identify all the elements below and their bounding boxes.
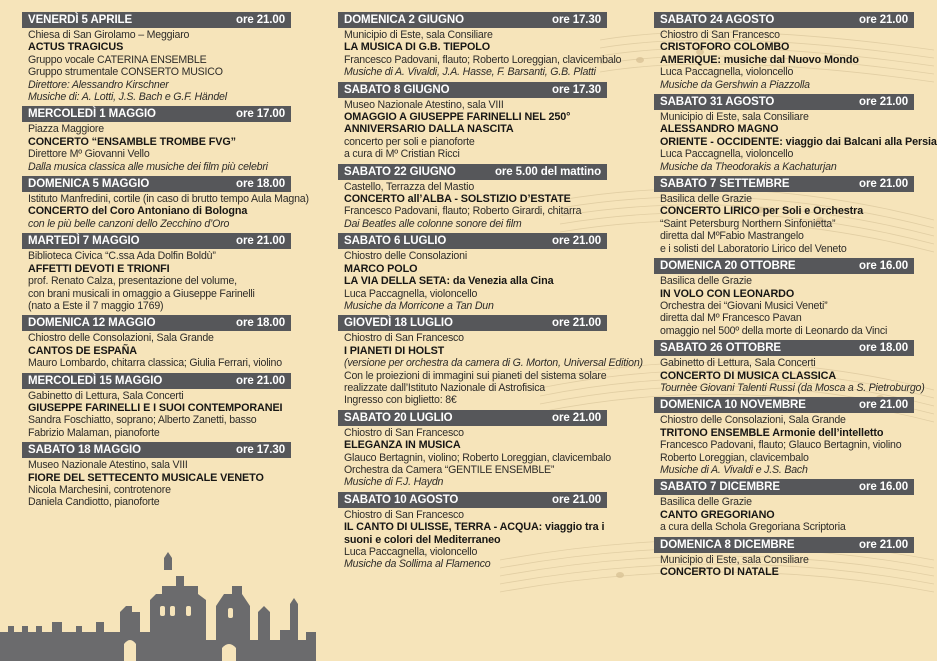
event-detail-line: diretta dal MºFabio Mastrangelo xyxy=(660,230,804,243)
event-time: ore 16.00 xyxy=(859,260,908,273)
event-title-line: LA VIA DELLA SETA: da Venezia alla Cina xyxy=(344,275,554,288)
event-detail-line: e i solisti del Laboratorio Lirico del Veneto xyxy=(660,242,847,255)
event-header xyxy=(654,340,914,356)
event-date: SABATO 31 AGOSTO xyxy=(660,96,775,109)
event-detail-line: Luca Paccagnella, violoncello xyxy=(344,287,478,300)
event-details xyxy=(654,495,914,533)
event-time: ore 21.00 xyxy=(552,235,601,248)
event-details xyxy=(654,192,914,255)
event-time: ore 21.00 xyxy=(859,399,908,412)
event-time: ore 18.00 xyxy=(236,178,285,191)
event-title-line: CONCERTO DI NATALE xyxy=(660,566,779,578)
event-date: SABATO 24 AGOSTO xyxy=(660,14,775,26)
event-block xyxy=(654,258,914,337)
event-detail-line: Mauro Lombardo, chitarra classica; Giulia Ferrari, violino xyxy=(28,357,282,370)
event-block xyxy=(22,373,291,440)
event-date: DOMENICA 2 GIUGNO xyxy=(344,14,464,26)
event-detail-line: Piazza Maggiore xyxy=(28,123,104,136)
event-detail-line: Tournèe Giovani Talenti Russi (da Mosca a S. Pietroburgo) xyxy=(660,381,925,394)
event-title-line: IN VOLO CON LEONARDO xyxy=(660,287,795,300)
event-title-line: GIUSEPPE FARINELLI E I SUOI CONTEMPORANEI xyxy=(28,401,283,414)
event-date: SABATO 7 DICEMBRE xyxy=(660,481,780,494)
event-title-line: CONCERTO del Coro Antoniano di Bologna xyxy=(28,205,248,218)
event-header xyxy=(22,315,291,331)
event-block xyxy=(654,479,914,533)
event-detail-line: Francesco Padovani, flauto; Glauco Bertagnin, violino xyxy=(660,439,902,452)
events-column-1 xyxy=(22,12,309,512)
event-details xyxy=(22,28,291,103)
event-detail-line: Chiostro delle Consolazioni, Sala Grande xyxy=(28,332,214,345)
event-date: MARTEDÌ 7 MAGGIO xyxy=(28,235,140,248)
event-detail-line: Luca Paccagnella, violoncello xyxy=(660,66,794,79)
event-header xyxy=(338,233,607,249)
event-detail-line: Musiche di F.J. Haydn xyxy=(344,476,444,489)
event-time: ore 21.00 xyxy=(859,14,908,26)
event-detail-line: Roberto Loreggian, clavicembalo xyxy=(660,451,809,464)
event-details xyxy=(22,249,291,312)
event-date: SABATO 8 GIUGNO xyxy=(344,83,450,96)
event-detail-line: Francesco Padovani, flauto; Roberto Loreggian, clavicembalo xyxy=(344,53,622,66)
event-title-line: MARCO POLO xyxy=(344,262,418,275)
event-title-line: CANTOS DE ESPAÑA xyxy=(28,344,137,357)
event-detail-line: Gruppo strumentale CONSERTO MUSICO xyxy=(28,66,223,79)
event-detail-line: Museo Nazionale Atestino, sala VIII xyxy=(344,98,504,111)
event-detail-line: con brani musicali in omaggio a Giuseppe Farinelli xyxy=(28,287,255,300)
event-block xyxy=(22,233,291,312)
event-block xyxy=(338,492,607,571)
event-detail-line: Chiostro delle Consolazioni, Sala Grande xyxy=(660,414,846,427)
event-date: SABATO 26 OTTOBRE xyxy=(660,342,781,355)
event-details xyxy=(654,110,937,173)
event-detail-line: prof. Renato Calza, presentazione del volume, xyxy=(28,275,237,288)
event-detail-line: Chiesa di San Girolamo – Meggiaro xyxy=(28,29,190,41)
event-details xyxy=(22,192,309,230)
event-detail-line: Chiostro di San Francesco xyxy=(660,29,780,41)
event-detail-line: Musiche di: A. Lotti, J.S. Bach e G.F. Händel xyxy=(28,91,227,104)
event-block xyxy=(654,12,914,91)
event-header xyxy=(22,12,291,28)
event-detail-line: Nicola Marchesini, controtenore xyxy=(28,483,171,496)
event-details xyxy=(654,553,914,579)
event-details xyxy=(338,180,607,231)
event-detail-line: Musiche da Gershwin a Piazzolla xyxy=(660,78,810,91)
event-date: MERCOLEDÌ 1 MAGGIO xyxy=(28,108,156,121)
event-detail-line: Luca Paccagnella, violoncello xyxy=(344,546,478,558)
event-header xyxy=(338,82,607,98)
event-details xyxy=(654,413,914,476)
event-detail-line: Ingresso con biglietto: 8€ xyxy=(344,394,457,407)
event-detail-line: Sandra Foschiatto, soprano; Alberto Zanetti, basso xyxy=(28,414,257,427)
event-detail-line: Musiche da Sollima al Flamenco xyxy=(344,558,491,571)
event-header xyxy=(654,537,914,553)
event-detail-line: Dai Beatles alle colonne sonore dei film xyxy=(344,217,522,230)
event-details xyxy=(338,508,607,571)
event-detail-line: Basilica delle Grazie xyxy=(660,193,752,206)
event-title-line: I PIANETI DI HOLST xyxy=(344,344,445,357)
event-header xyxy=(338,492,607,508)
event-title-line: CONCERTO “ENSAMBLE TROMBE FVG” xyxy=(28,135,236,148)
event-block xyxy=(654,537,914,579)
event-title-line: AMERIQUE: musiche dal Nuovo Mondo xyxy=(660,53,859,66)
event-block xyxy=(654,94,937,173)
event-details xyxy=(338,426,611,489)
event-title-line: FIORE DEL SETTECENTO MUSICALE VENETO xyxy=(28,471,264,484)
event-details xyxy=(338,28,622,79)
event-block xyxy=(654,176,914,255)
event-detail-line: Chiostro di San Francesco xyxy=(344,426,464,439)
event-details xyxy=(22,389,291,440)
event-detail-line: Con le proiezioni di immagini sui pianeti del sistema solare xyxy=(344,369,607,382)
event-block xyxy=(22,106,291,173)
event-time: ore 21.00 xyxy=(859,96,908,109)
event-time: ore 21.00 xyxy=(859,178,908,191)
event-detail-line: Gruppo vocale CATERINA ENSEMBLE xyxy=(28,53,207,66)
event-detail-line: (versione per orchestra da camera di G. Morton, Universal Edition) xyxy=(344,357,643,370)
event-title-line: OMAGGIO A GIUSEPPE FARINELLI NEL 250° xyxy=(344,111,571,124)
event-title-line: CANTO GREGORIANO xyxy=(660,508,775,521)
event-detail-line: realizzate dall’Istituto Nazionale di Astrofisica xyxy=(344,381,545,394)
event-detail-line: Basilica delle Grazie xyxy=(660,275,752,288)
event-detail-line: Musiche di A. Vivaldi e J.S. Bach xyxy=(660,463,808,476)
event-block xyxy=(22,12,291,103)
event-detail-line: Municipio di Este, sala Consiliare xyxy=(660,111,809,124)
event-details xyxy=(654,274,914,337)
event-title-line: ALESSANDRO MAGNO xyxy=(660,123,779,136)
event-details xyxy=(654,28,914,91)
event-detail-line: con le più belle canzoni dello Zecchino d’Oro xyxy=(28,217,230,230)
event-details xyxy=(654,356,925,394)
event-time: ore 18.00 xyxy=(859,342,908,355)
event-title-line: TRITONO ENSEMBLE Armonie dell’intelletto xyxy=(660,426,884,439)
event-title-line: ANNIVERSARIO DALLA NASCITA xyxy=(344,123,514,136)
event-header xyxy=(338,12,607,28)
event-block xyxy=(654,340,925,394)
event-details xyxy=(22,331,291,369)
event-time: ore 21.00 xyxy=(236,374,285,387)
event-header xyxy=(22,106,291,122)
event-date: SABATO 20 LUGLIO xyxy=(344,411,453,424)
event-detail-line: omaggio nel 500º della morte di Leonardo da Vinci xyxy=(660,324,888,337)
event-detail-line: Daniela Candiotto, pianoforte xyxy=(28,496,160,509)
event-header xyxy=(654,479,914,495)
event-header xyxy=(22,442,291,458)
event-header xyxy=(22,373,291,389)
event-time: ore 21.00 xyxy=(552,493,601,506)
event-details xyxy=(338,249,607,312)
event-detail-line: Biblioteca Civica “C.ssa Ada Dolfin Boldù” xyxy=(28,250,216,263)
event-detail-line: Dalla musica classica alle musiche dei film più celebri xyxy=(28,160,268,173)
event-detail-line: Basilica delle Grazie xyxy=(660,496,752,509)
event-date: DOMENICA 20 OTTOBRE xyxy=(660,260,796,273)
event-time: ore 5.00 del mattino xyxy=(494,165,601,178)
event-detail-line: Direttore: Alessandro Kirschner xyxy=(28,78,169,91)
event-details xyxy=(22,458,291,509)
event-detail-line: Gabinetto di Lettura, Sala Concerti xyxy=(28,389,184,402)
event-detail-line: Glauco Bertagnin, violino; Roberto Loreggian, clavicembalo xyxy=(344,451,611,464)
event-block xyxy=(22,442,291,509)
event-detail-line: Chiostro delle Consolazioni xyxy=(344,250,467,263)
event-title-line: ORIENTE - OCCIDENTE: viaggio dai Balcani alla Persia xyxy=(660,135,937,148)
event-block xyxy=(338,315,643,407)
event-title-line: ELEGANZA IN MUSICA xyxy=(344,439,461,452)
event-details xyxy=(338,98,607,161)
event-header xyxy=(654,94,914,110)
event-date: SABATO 7 SETTEMBRE xyxy=(660,178,790,191)
event-block xyxy=(654,397,914,476)
event-block xyxy=(338,12,622,79)
event-title-line: ACTUS TRAGICUS xyxy=(28,41,124,54)
event-block xyxy=(22,176,309,230)
event-header xyxy=(654,12,914,28)
event-time: ore 17.30 xyxy=(236,444,285,457)
event-date: DOMENICA 5 MAGGIO xyxy=(28,178,150,191)
event-title-line: LA MUSICA DI G.B. TIEPOLO xyxy=(344,41,491,54)
event-date: VENERDÌ 5 APRILE xyxy=(28,14,133,26)
event-header xyxy=(654,258,914,274)
event-title-line: IL CANTO DI ULISSE, TERRA - ACQUA: viaggio tra i xyxy=(344,521,605,534)
event-time: ore 16.00 xyxy=(859,481,908,494)
event-detail-line: Fabrizio Malaman, pianoforte xyxy=(28,426,160,439)
event-time: ore 21.00 xyxy=(236,14,285,26)
event-date: MERCOLEDÌ 15 MAGGIO xyxy=(28,374,163,387)
event-details xyxy=(22,122,291,173)
event-detail-line: Direttore Mº Giovanni Vello xyxy=(28,148,150,161)
event-detail-line: Municipio di Este, sala Consiliare xyxy=(344,29,493,41)
event-detail-line: a cura della Schola Gregoriana Scriptoria xyxy=(660,521,846,534)
event-header xyxy=(338,164,607,180)
event-detail-line: Chiostro di San Francesco xyxy=(344,332,464,345)
event-detail-line: Istituto Manfredini, cortile (in caso di brutto tempo Aula Magna) xyxy=(28,193,309,206)
event-block xyxy=(22,315,291,369)
event-title-line: suoni e colori del Mediterraneo xyxy=(344,533,501,546)
event-detail-line: Municipio di Este, sala Consiliare xyxy=(660,553,809,566)
event-date: SABATO 10 AGOSTO xyxy=(344,493,459,506)
event-time: ore 21.00 xyxy=(236,235,285,248)
event-header xyxy=(338,315,607,331)
event-header xyxy=(338,410,607,426)
event-detail-line: a cura di Mº Cristian Ricci xyxy=(344,148,460,161)
event-title-line: CONCERTO LIRICO per Soli e Orchestra xyxy=(660,205,864,218)
event-detail-line: Musiche di A. Vivaldi, J.A. Hasse, F. Barsanti, G.B. Platti xyxy=(344,66,596,79)
event-date: SABATO 18 MAGGIO xyxy=(28,444,141,457)
event-header xyxy=(22,233,291,249)
event-detail-line: Castello, Terrazza del Mastio xyxy=(344,180,475,193)
event-detail-line: “Saint Petersburg Northern Sinfonietta” xyxy=(660,217,836,230)
event-date: SABATO 6 LUGLIO xyxy=(344,235,447,248)
event-detail-line: Orchestra da Camera “GENTILE ENSEMBLE” xyxy=(344,463,555,476)
event-detail-line: concerto per soli e pianoforte xyxy=(344,135,475,148)
events-column-2 xyxy=(338,12,643,574)
event-time: ore 17.30 xyxy=(552,14,601,26)
event-time: ore 21.00 xyxy=(552,317,601,330)
event-time: ore 17.30 xyxy=(552,83,601,96)
event-date: DOMENICA 10 NOVEMBRE xyxy=(660,399,806,412)
event-detail-line: Luca Paccagnella, violoncello xyxy=(660,148,794,161)
event-details xyxy=(338,331,643,407)
event-detail-line: diretta dal Mº Francesco Pavan xyxy=(660,312,802,325)
event-date: DOMENICA 8 DICEMBRE xyxy=(660,538,795,551)
event-title-line: AFFETTI DEVOTI E TRIONFI xyxy=(28,262,170,275)
event-title-line: CONCERTO all’ALBA - SOLSTIZIO D’ESTATE xyxy=(344,193,571,206)
events-column-3 xyxy=(654,12,937,581)
event-detail-line: Musiche da Theodorakis a Kachaturjan xyxy=(660,160,837,173)
event-date: GIOVEDÌ 18 LUGLIO xyxy=(344,317,453,330)
event-title-line: CONCERTO DI MUSICA CLASSICA xyxy=(660,369,837,382)
event-detail-line: (nato a Este il 7 maggio 1769) xyxy=(28,299,164,312)
event-time: ore 21.00 xyxy=(859,538,908,551)
event-time: ore 17.00 xyxy=(236,108,285,121)
event-header xyxy=(22,176,291,192)
event-block xyxy=(338,164,607,231)
event-header xyxy=(654,397,914,413)
event-detail-line: Francesco Padovani, flauto; Roberto Girardi, chitarra xyxy=(344,205,582,218)
event-block xyxy=(338,410,611,489)
event-date: SABATO 22 GIUGNO xyxy=(344,165,456,178)
event-time: ore 18.00 xyxy=(236,317,285,330)
event-block xyxy=(338,82,607,161)
event-detail-line: Museo Nazionale Atestino, sala VIII xyxy=(28,459,188,472)
event-detail-line: Orchestra dei “Giovani Musici Veneti” xyxy=(660,299,828,312)
event-time: ore 21.00 xyxy=(552,411,601,424)
event-block xyxy=(338,233,607,312)
event-detail-line: Musiche da Morricone a Tan Dun xyxy=(344,299,494,312)
event-title-line: CRISTOFORO COLOMBO xyxy=(660,41,790,54)
event-date: DOMENICA 12 MAGGIO xyxy=(28,317,156,330)
event-detail-line: Chiostro di San Francesco xyxy=(344,508,464,521)
event-header xyxy=(654,176,914,192)
event-detail-line: Gabinetto di Lettura, Sala Concerti xyxy=(660,357,816,370)
